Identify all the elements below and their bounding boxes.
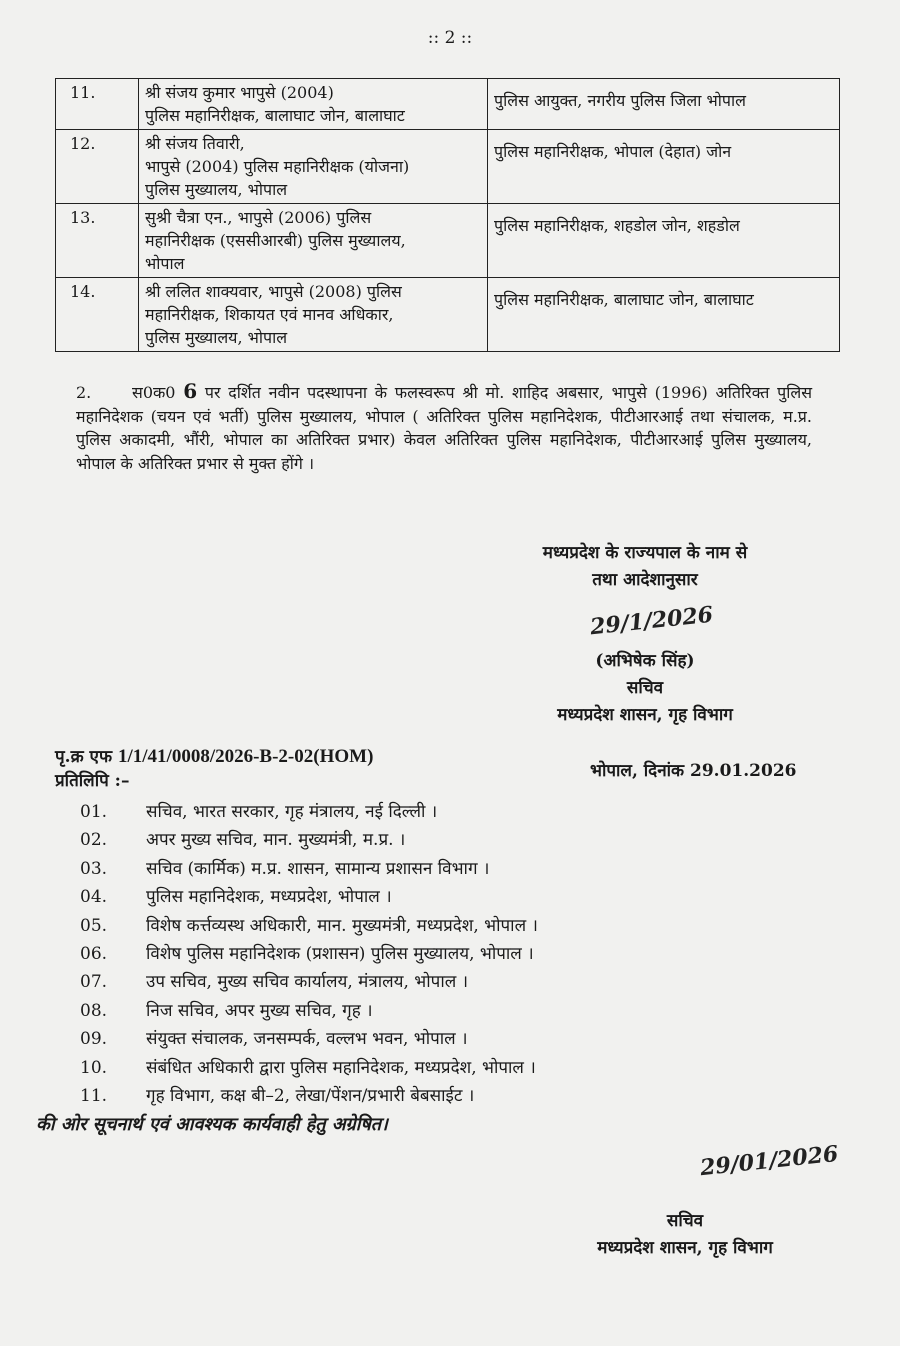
signature-date-1: 29/1/2026 <box>588 601 715 641</box>
copy-number: 04. <box>80 887 108 908</box>
list-item <box>80 1082 700 1110</box>
officer-line: भापुसे (2004) पुलिस महानिरीक्षक (योजना) <box>145 157 410 176</box>
officer-details <box>139 278 488 352</box>
copy-number: 09. <box>80 1029 108 1050</box>
officer-line: महानिरीक्षक, शिकायत एवं मानव अधिकार, <box>145 305 394 324</box>
copy-recipient: संबंधित अधिकारी द्वारा पुलिस महानिदेशक, मध्यप्रदेश, भोपाल । <box>146 1057 536 1078</box>
table-row <box>56 130 840 204</box>
copy-number: 11. <box>80 1086 108 1107</box>
list-item <box>80 1025 700 1053</box>
row-number: 14. <box>56 278 139 352</box>
copy-list <box>80 798 700 1110</box>
reference-number: पृ.क्र एफ 1/1/41/0008/2026-B-2-02(HOM) <box>55 746 374 767</box>
list-item <box>80 968 700 996</box>
copy-recipient: गृह विभाग, कक्ष बी–2, लेखा/पेंशन/प्रभारी बेबसाईट । <box>146 1086 475 1107</box>
row-number: 12. <box>56 130 139 204</box>
posting-table <box>55 78 840 352</box>
new-posting: पुलिस आयुक्त, नगरीय पुलिस जिला भोपाल <box>488 79 840 130</box>
copy-recipient: विशेष कर्त्तव्यस्थ अधिकारी, मान. मुख्यमंत्री, मध्यप्रदेश, भोपाल । <box>146 915 538 936</box>
handwritten-signature-1 <box>500 594 790 648</box>
signature-date-2: 29/01/2026 <box>698 1140 840 1182</box>
copy-recipient: संयुक्त संचालक, जनसम्पर्क, वल्लभ भवन, भोपाल । <box>146 1029 468 1050</box>
copy-recipient: उप सचिव, मुख्य सचिव कार्यालय, मंत्रालय, भोपाल । <box>146 972 469 993</box>
new-posting: पुलिस महानिरीक्षक, बालाघाट जोन, बालाघाट <box>488 278 840 352</box>
row-number: 11. <box>56 79 139 130</box>
copy-number: 02. <box>80 830 108 851</box>
list-item <box>80 798 700 826</box>
copy-number: 06. <box>80 944 108 965</box>
new-posting: पुलिस महानिरीक्षक, भोपाल (देहात) जोन <box>488 130 840 204</box>
copy-number: 08. <box>80 1000 108 1021</box>
officer-line: सुश्री चैत्रा एन., भापुसे (2006) पुलिस <box>145 208 372 227</box>
copy-number: 07. <box>80 972 108 993</box>
paragraph-text: पर दर्शित नवीन पदस्थापना के फलस्वरूप श्री मो. शाहिद अबसार, भापुसे (1996) अतिरिक्त पुलिस महानिदेशक (चयन एवं भर्ती) पुलिस मुख्यालय, भोपाल ( अतिरिक्त पुलिस महानिदेशक, पीटीआरआई तथा संचालक, म.प्र. पुलिस अकादमी, भौंरी, भोपाल का अतिरिक्त प्रभार) केवल अतिरिक्त पुलिस महानिदेशक, पीटीआरआई पुलिस मुख्यालय, भोपाल के अतिरिक्त प्रभार से मुक्त होंगे । <box>76 383 813 473</box>
page-number: :: 2 :: <box>427 28 473 48</box>
list-item <box>80 940 700 968</box>
copy-recipient: सचिव (कार्मिक) म.प्र. शासन, सामान्य प्रशासन विभाग । <box>146 858 490 879</box>
officer-details <box>139 79 488 130</box>
list-item <box>80 826 700 854</box>
officer-line: पुलिस मुख्यालय, भोपाल <box>145 328 288 347</box>
copy-recipient: निज सचिव, अपर मुख्य सचिव, गृह । <box>146 1000 373 1021</box>
signatory-designation-2: सचिव <box>666 1211 704 1231</box>
copy-number: 05. <box>80 915 108 936</box>
paragraph-serial: 6 <box>183 379 198 403</box>
list-item <box>80 912 700 940</box>
copy-number: 01. <box>80 802 108 822</box>
paragraph-lead: स0क0 <box>132 383 176 402</box>
list-item <box>80 1054 700 1082</box>
table-row <box>56 79 840 130</box>
order-line: तथा आदेशानुसार <box>592 570 698 590</box>
signatory-name: (अभिषेक सिंह) <box>595 651 695 671</box>
officer-line: भोपाल <box>145 254 185 273</box>
paragraph-2 <box>76 380 812 475</box>
officer-details <box>139 130 488 204</box>
officer-line: श्री संजय तिवारी, <box>145 134 245 153</box>
table-row <box>56 278 840 352</box>
signatory-designation: सचिव <box>626 678 664 698</box>
signatory-department: मध्यप्रदेश शासन, गृह विभाग <box>557 705 733 725</box>
issue-date: भोपाल, दिनांक 29.01.2026 <box>590 761 797 781</box>
copy-number: 03. <box>80 858 108 879</box>
list-item <box>80 855 700 883</box>
signatory-department-2: मध्यप्रदेश शासन, गृह विभाग <box>597 1238 773 1258</box>
forwarding-note: की ओर सूचनार्थ एवं आवश्यक कार्यवाही हेतु अग्रेषित। <box>36 1114 388 1135</box>
file-code: 1/1/41/0008/2026-B-2-02(HOM) <box>117 746 374 767</box>
signature-block-1 <box>500 540 790 729</box>
signature-block-2 <box>540 1140 840 1262</box>
copy-recipient: अपर मुख्य सचिव, मान. मुख्यमंत्री, म.प्र. । <box>146 830 406 851</box>
officer-details <box>139 204 488 278</box>
copy-recipient: पुलिस महानिदेशक, मध्यप्रदेश, भोपाल । <box>146 887 392 908</box>
copy-recipient: सचिव, भारत सरकार, गृह मंत्रालय, नई दिल्ली । <box>146 802 438 822</box>
copy-recipient: विशेष पुलिस महानिदेशक (प्रशासन) पुलिस मुख्यालय, भोपाल । <box>146 944 534 965</box>
copy-number: 10. <box>80 1057 108 1078</box>
copy-heading: प्रतिलिपि :– <box>55 771 130 791</box>
list-item <box>80 997 700 1025</box>
officer-line: पुलिस मुख्यालय, भोपाल <box>145 180 288 199</box>
officer-line: पुलिस महानिरीक्षक, बालाघाट जोन, बालाघाट <box>145 106 405 125</box>
officer-line: श्री ललित शाक्यवार, भापुसे (2008) पुलिस <box>145 282 402 301</box>
governor-line: मध्यप्रदेश के राज्यपाल के नाम से <box>542 543 748 563</box>
paragraph-number: 2. <box>76 383 92 402</box>
officer-line: श्री संजय कुमार भापुसे (2004) <box>145 83 334 102</box>
row-number: 13. <box>56 204 139 278</box>
new-posting: पुलिस महानिरीक्षक, शहडोल जोन, शहडोल <box>488 204 840 278</box>
table-row <box>56 204 840 278</box>
officer-line: महानिरीक्षक (एससीआरबी) पुलिस मुख्यालय, <box>145 231 406 250</box>
list-item <box>80 883 700 911</box>
